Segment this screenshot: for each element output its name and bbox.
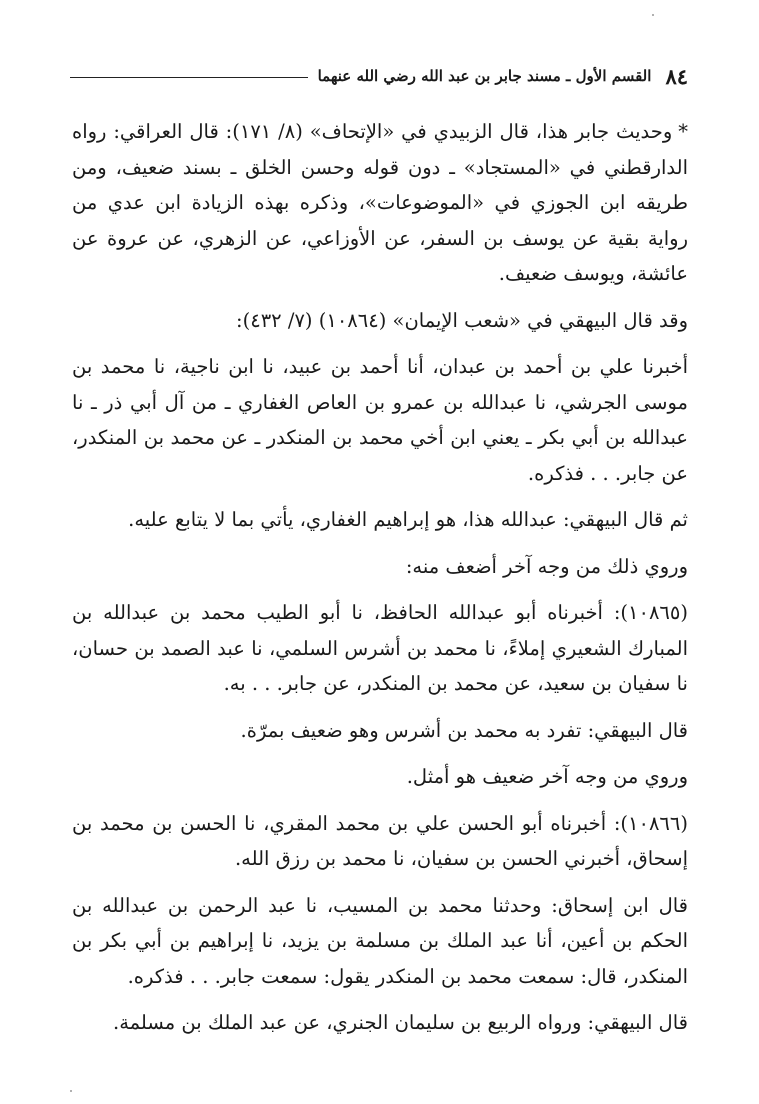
paragraph-5: وروي ذلك من وجه آخر أضعف منه:: [405, 554, 688, 578]
page-number: ٨٤: [665, 63, 688, 89]
paragraph-9: (١٠٨٦٦): أخبرناه أبو الحسن علي بن محمد المقري، نا الحسن بن محمد بن إسحاق، أخبرني الحسن بن سفيان، نا محمد بن رزق الله.: [72, 811, 688, 870]
paragraph-1: [72, 114, 688, 292]
paragraph-6: (١٠٨٦٥): أخبرناه أبو عبدالله الحافظ، نا أبو الطيب محمد بن عبدالله بن المبارك الشعيري إملاءً، نا محمد بن أشرس السلمي، نا عبد الصمد بن حسان، نا سفيان بن سعيد، عن محمد بن المنكدر، عن جابر. . . به.: [72, 601, 688, 695]
paragraph-11: قال البيهقي: ورواه الربيع بن سليمان الجنري، عن عبد الملك بن مسلمة.: [113, 1011, 688, 1034]
paragraph-8: وروي من وجه آخر ضعيف هو أمثل.: [406, 765, 688, 788]
scan-speck: [70, 1090, 72, 1092]
paragraph-4: ثم قال البيهقي: عبدالله هذا، هو إبراهيم الغفاري، يأتي بما لا يتابع عليه.: [128, 508, 688, 531]
page-header: [70, 60, 688, 92]
paragraph-7: قال البيهقي: تفرد به محمد بن أشرس وهو ضعيف بمرّة.: [240, 718, 688, 742]
scan-speck: [652, 14, 654, 16]
paragraph-3: أخبرنا علي بن أحمد بن عبدان، أنا أحمد بن عبيد، نا ابن ناجية، نا محمد بن موسى الجرشي، نا عبدالله بن عمرو بن العاص الغفاري ـ من آل أبي ذر ـ نا عبدالله بن أبي بكر ـ يعني ابن أخي محمد بن المنكدر ـ عن محمد بن المنكدر، عن جابر. . . فذكره.: [72, 355, 688, 485]
paragraph-10: قال ابن إسحاق: وحدثنا محمد بن المسيب، نا عبد الرحمن بن عبدالله بن الحكم بن أعين، أنا عبد الملك بن مسلمة بن يزيد، نا إبراهيم بن أبي بكر بن المنكدر، قال: سمعت محمد بن المنكدر يقول: سمعت جابر. . . فذكره.: [72, 893, 688, 988]
page-body: [72, 114, 688, 1041]
header-rule: [70, 77, 308, 78]
paragraph-text: وحديث جابر هذا، قال الزبيدي في «الإتحاف» (٨/ ١٧١): قال العراقي: رواه الدارقطني في «المستجاد» ـ دون قوله وحسن الخلق ـ بسند ضعيف، ومن طريقه ابن الجوزي في «الموضوعات»، وذكره بهذه الزيادة ابن عدي من رواية بقية عن يوسف بن السفر، عن الأوزاعي، عن الزهري، عن عروة عن عائشة، ويوسف ضعيف.: [72, 120, 688, 285]
asterisk-marker: *: [678, 120, 688, 143]
paragraph-2: وقد قال البيهقي في «شعب الإيمان» (١٠٨٦٤) (٧/ ٤٣٢):: [236, 308, 688, 332]
running-title: القسم الأول ـ مسند جابر بن عبد الله رضي الله عنهما: [317, 67, 652, 85]
